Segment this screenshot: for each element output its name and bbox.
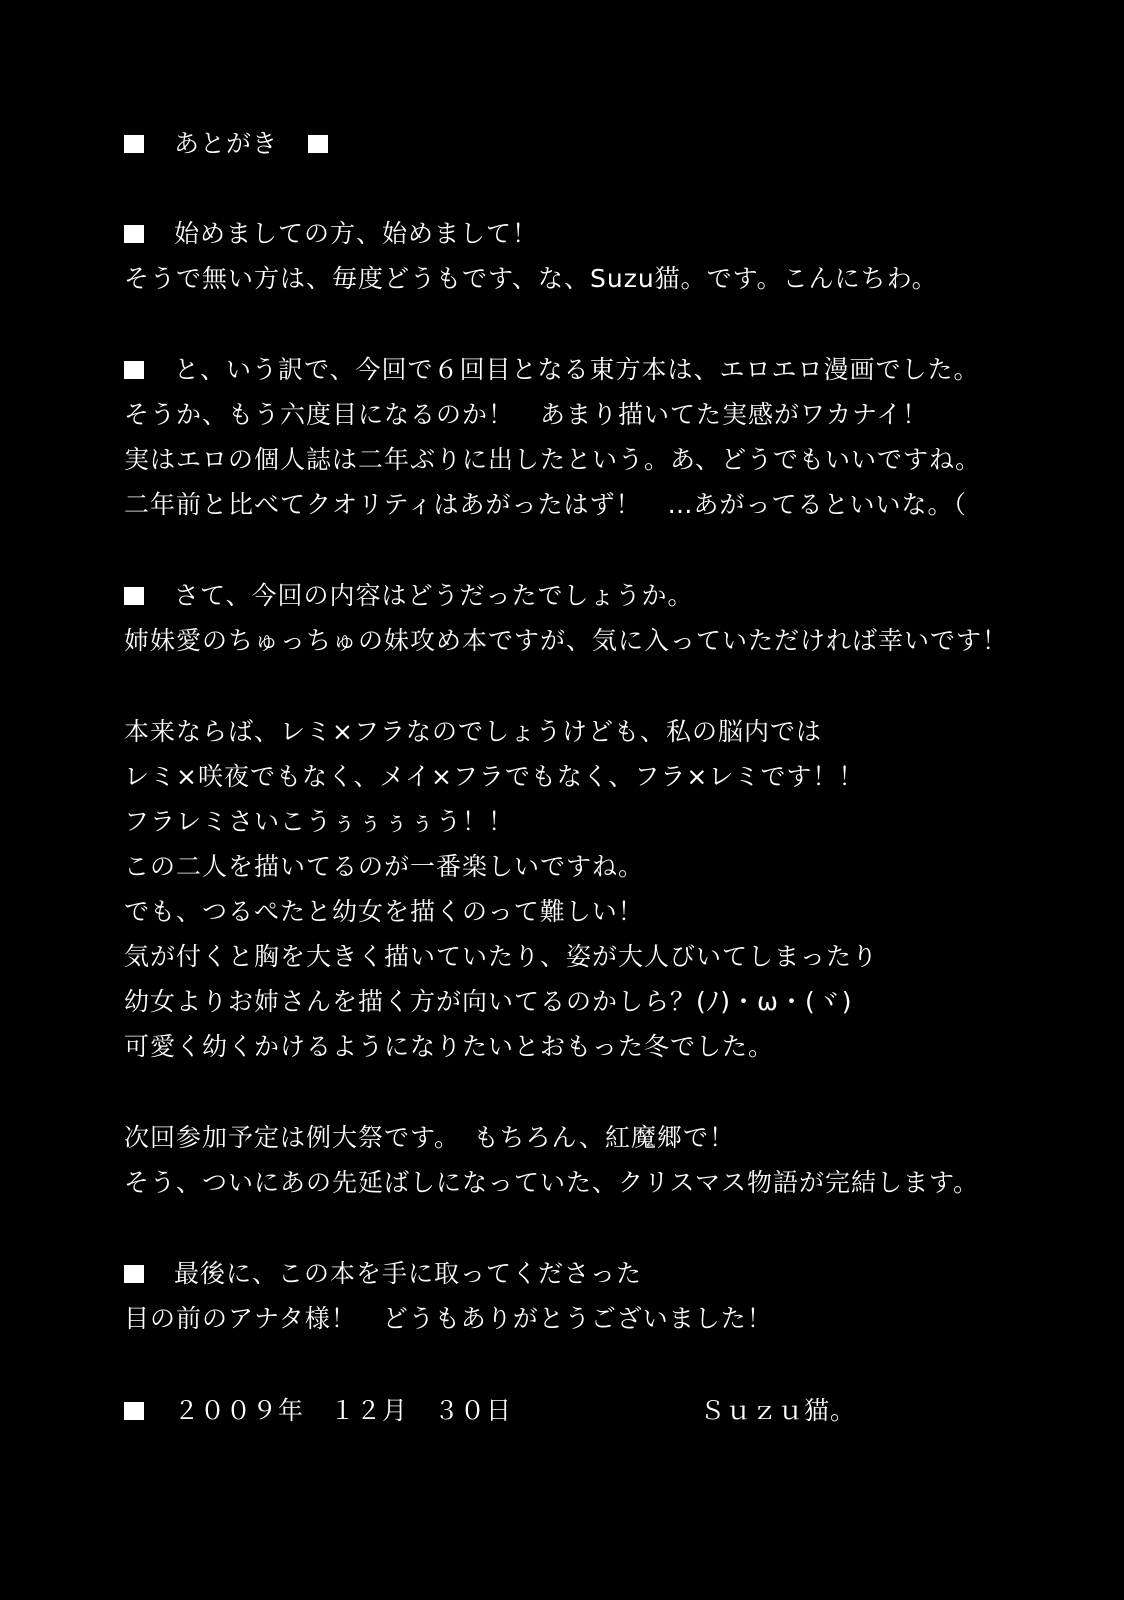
date-line xyxy=(124,1395,512,1427)
paragraph-line: 実はエロの個人誌は二年ぶりに出したという。あ、どうでもいいですね。 xyxy=(124,445,982,474)
paragraph-line xyxy=(124,1258,642,1290)
paragraph-line xyxy=(124,354,980,386)
paragraph-line xyxy=(124,580,694,612)
paragraph-line: 二年前と比べてクオリティはあがったはず！ …あがってるといいな。（ xyxy=(124,490,968,519)
paragraph-text: 始めましての方、始めまして！ xyxy=(174,219,539,248)
paragraph-text: と、いう訳で、今回で６回目となる東方本は、エロエロ漫画でした。 xyxy=(174,355,980,384)
paragraph-line: この二人を描いてるのが一番楽しいですね。 xyxy=(124,852,645,881)
afterword-title-row xyxy=(124,128,328,160)
paragraph-line: レミ×咲夜でもなく、メイ×フラでもなく、フラ×レミです！！ xyxy=(124,762,865,791)
paragraph-line: 気が付くと胸を大きく描いていたり、姿が大人びいてしまったり xyxy=(124,942,879,971)
square-bullet-icon xyxy=(308,135,328,153)
paragraph-line: 可愛く幼くかけるようになりたいとおもった冬でした。 xyxy=(124,1032,775,1061)
paragraph-line: そう、ついにあの先延ばしになっていた、クリスマス物語が完結します。 xyxy=(124,1168,980,1197)
square-bullet-icon xyxy=(124,587,144,605)
square-bullet-icon xyxy=(124,361,144,379)
paragraph-line: そうか、もう六度目になるのか！ あまり描いてた実感がワカナイ！ xyxy=(124,400,929,429)
paragraph-line: でも、つるぺたと幼女を描くのって難しい！ xyxy=(124,897,644,926)
paragraph-line: フラレミさいこうぅぅぅぅう！！ xyxy=(124,807,515,836)
afterword-date: ２００９年 １２月 ３０日 xyxy=(174,1396,513,1425)
paragraph-line: 本来ならば、レミ×フラなのでしょうけども、私の脳内では xyxy=(124,717,822,746)
paragraph-line: 幼女よりお姉さんを描く方が向いてるのかしら？(ﾉ)・ω・(ヾ) xyxy=(124,987,853,1016)
paragraph-line: 次回参加予定は例大祭です。 もちろん、紅魔郷で！ xyxy=(124,1123,736,1152)
paragraph-line: 姉妹愛のちゅっちゅの妹攻め本ですが、気に入っていただければ幸いです！ xyxy=(124,626,1009,655)
square-bullet-icon xyxy=(124,225,144,243)
square-bullet-icon xyxy=(124,135,144,153)
afterword-title: あとがき xyxy=(174,129,279,158)
square-bullet-icon xyxy=(124,1402,144,1420)
author-signature: Ｓｕｚｕ猫。 xyxy=(700,1396,857,1425)
paragraph-text: 最後に、この本を手に取ってくださった xyxy=(174,1259,643,1288)
paragraph-text: さて、今回の内容はどうだったでしょうか。 xyxy=(174,581,694,610)
paragraph-line: 目の前のアナタ様！ どうもありがとうございました！ xyxy=(124,1304,773,1333)
paragraph-line: そうで無い方は、毎度どうもです、な、Suzu猫。です。こんにちわ。 xyxy=(124,264,938,293)
square-bullet-icon xyxy=(124,1265,144,1283)
paragraph-line xyxy=(124,218,538,250)
